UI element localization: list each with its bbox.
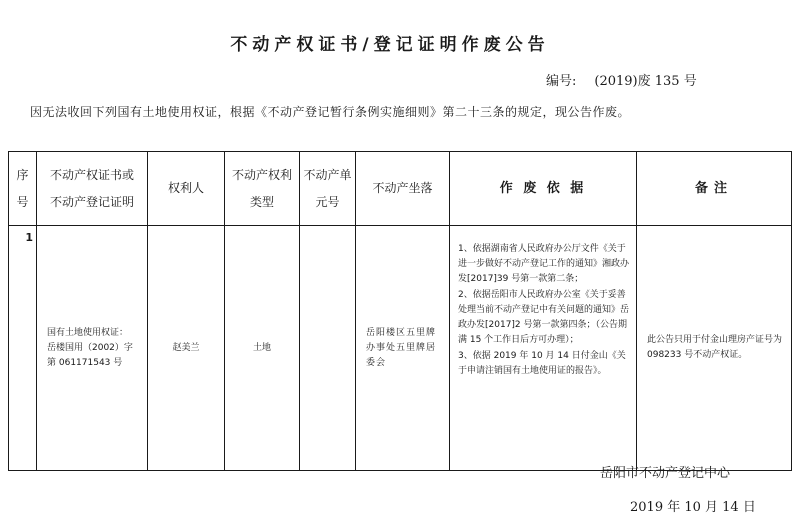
cell-location: 岳阳楼区五里牌 办事处五里牌居 委会: [356, 226, 450, 471]
header-certificate: 不动产权证书或 不动产登记证明: [37, 152, 148, 226]
header-remark: 备注: [637, 152, 792, 226]
issue-date: 2019 年 10 月 14 日: [630, 500, 756, 515]
cell-remark: 此公告只用于付金山理房产证号为 098233 号不动产权证。: [637, 226, 792, 471]
table-row: [9, 226, 792, 471]
header-right-type: 不动产权利 类型: [225, 152, 300, 226]
cell-seq: 1: [9, 226, 37, 471]
header-holder: 权利人: [148, 152, 225, 226]
announcement-table: [8, 151, 792, 471]
basis-item: 2、依据岳阳市人民政府办公室《关于妥善处理当前不动产登记中有关问题的通知》岳政办发[2017]2 号第一款第四条；（公告期满 15 个工作日后方可办理）；: [458, 290, 630, 345]
header-basis: 作 废 依 据: [450, 152, 637, 226]
document-number: [546, 70, 697, 89]
basis-item: 3、依据 2019 年 10 月 14 日付金山《关于申请注销国有土地使用证的报告》。: [458, 351, 626, 376]
table-header-row: [9, 152, 792, 226]
cell-unit-number: [300, 226, 356, 471]
document-number-label: 编号:: [546, 74, 577, 89]
document-number-value: (2019)废 135 号: [594, 74, 697, 89]
basis-item: 1、依据湖南省人民政府办公厅文件《关于进一步做好不动产登记工作的通知》湘政办发[2017]39 号第一款第二条；: [458, 244, 630, 284]
header-seq: 序 号: [9, 152, 37, 226]
header-unit-number: 不动产单 元号: [300, 152, 356, 226]
cell-basis: [450, 226, 637, 471]
page-title: 不动产权证书/登记证明作废公告: [230, 35, 550, 55]
issuing-organization: 岳阳市不动产登记中心: [600, 466, 731, 481]
cell-holder: 赵美兰: [148, 226, 225, 471]
intro-paragraph: 因无法收回下列国有土地使用权证，根据《不动产登记暂行条例实施细则》第二十三条的规定，现公告作废。: [30, 105, 631, 119]
cell-certificate: 国有土地使用权证： 岳楼国用（2002）字 第 061171543 号: [37, 226, 148, 471]
cell-right-type: 土地: [225, 226, 300, 471]
header-location: 不动产坐落: [356, 152, 450, 226]
